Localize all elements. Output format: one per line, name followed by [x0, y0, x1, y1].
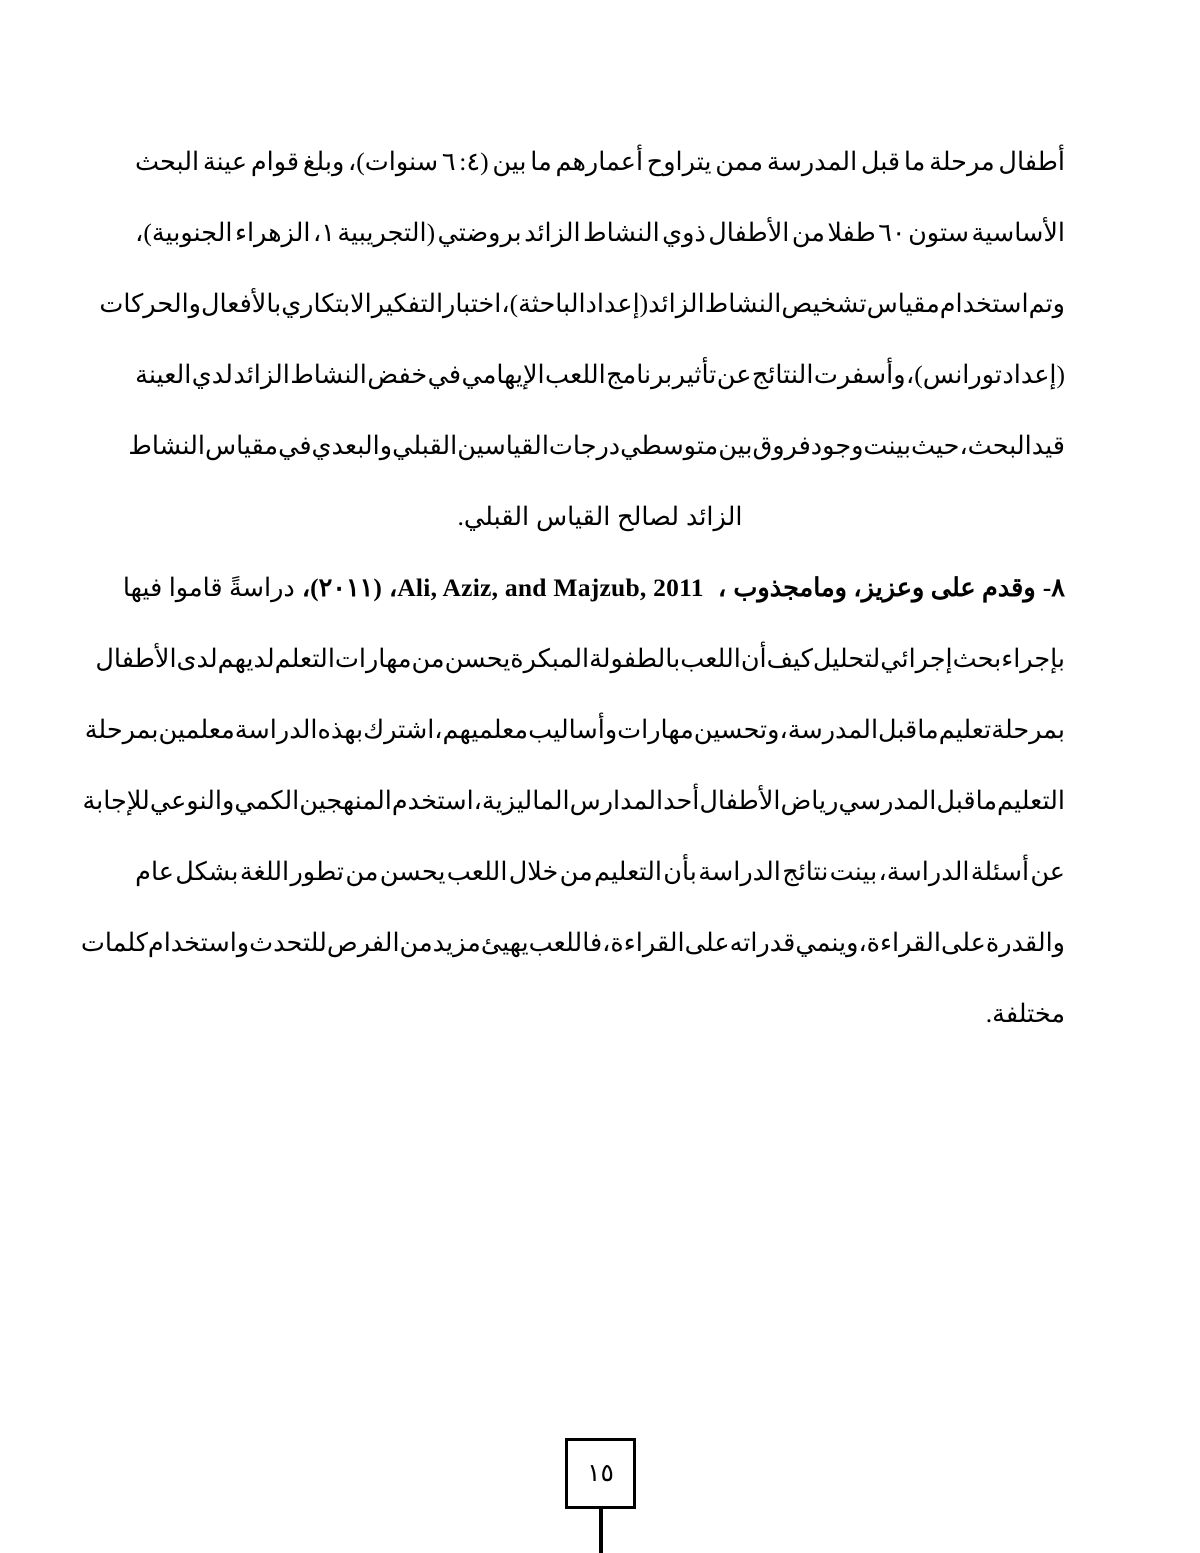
word: الزائد	[648, 289, 705, 318]
paragraph-study-seven	[99, 126, 1065, 552]
word: ستون	[908, 218, 970, 247]
word: على	[940, 928, 986, 957]
word: وتم	[1028, 289, 1065, 318]
text-line	[80, 907, 1065, 978]
word: النتائج	[751, 360, 814, 389]
word: الزائد	[524, 218, 581, 247]
word: حيث	[910, 431, 960, 460]
word: التفكير	[371, 289, 444, 318]
word: اللغة	[239, 857, 290, 886]
word: البحث،	[959, 431, 1032, 460]
word: تشخيص	[781, 289, 867, 318]
word: في	[278, 431, 312, 460]
word: أن	[740, 644, 767, 673]
word: المدارس	[569, 786, 664, 815]
word: الإيهامي	[461, 360, 545, 389]
word: قيد	[1031, 431, 1065, 460]
word: القياسين	[457, 431, 549, 460]
word: ما	[903, 147, 926, 176]
word: قبل	[860, 147, 901, 176]
word: لدي	[191, 360, 233, 389]
word: وبلغ	[302, 147, 345, 176]
word: الماليزية،	[473, 786, 570, 815]
word: متوسطي	[620, 431, 719, 460]
page-content	[80, 126, 1065, 1049]
word: مهارات	[617, 715, 694, 744]
text-line	[135, 126, 1065, 197]
word: وتحسين	[693, 715, 780, 744]
word: درجات	[548, 431, 621, 460]
word: النشاط	[583, 218, 660, 247]
text-line	[99, 268, 1065, 339]
word: (٤:	[459, 147, 489, 176]
word: ممن	[715, 147, 764, 176]
latin-citation: Ali, Aziz, and Majzub, 2011	[397, 573, 704, 602]
text-line-final	[135, 978, 1065, 1049]
word: بينت	[863, 431, 911, 460]
page-number: ١٥	[587, 1460, 614, 1487]
word: التعلم	[274, 644, 335, 673]
word: قوام	[250, 147, 300, 176]
word: المدرسة،	[779, 715, 879, 744]
word: بشكل	[175, 857, 239, 886]
word: العينة	[135, 360, 192, 389]
word: تورانس)،	[905, 360, 1002, 389]
word: استخدام	[939, 289, 1029, 318]
word: الجنوبية)،	[135, 218, 233, 247]
word: سنوات)،	[348, 147, 439, 176]
word: أطفال	[998, 147, 1065, 176]
word: للتحدث	[249, 928, 327, 957]
word: فاللعب	[528, 928, 603, 957]
word: الدراسة	[698, 857, 781, 886]
word: ما	[975, 786, 998, 815]
word: إجرائي	[880, 644, 953, 673]
word: أحد	[663, 786, 700, 815]
word: معلميهم،	[434, 715, 529, 744]
word: لديهم	[217, 644, 275, 673]
word: بحث	[952, 644, 1002, 673]
word: التعليم	[593, 857, 662, 886]
word: فروق	[752, 431, 811, 460]
word: المنهجين	[299, 786, 392, 815]
word: عام	[135, 857, 174, 886]
word: (إعداد	[1002, 360, 1065, 389]
heading-year: (٢٠١١)،	[301, 573, 382, 602]
heading-separator: ،	[718, 573, 727, 602]
word: الزهراء	[234, 218, 311, 247]
text-line-content: مختلفة.	[985, 999, 1065, 1028]
word: النشاط	[128, 431, 205, 460]
word: القراءة،	[858, 928, 941, 957]
word: اشترك	[363, 715, 435, 744]
word: ذوي	[662, 218, 706, 247]
text-line	[82, 765, 1065, 836]
word: عن	[716, 360, 752, 389]
page-number-box	[565, 1438, 636, 1509]
word: من	[345, 857, 379, 886]
word: كيف	[766, 644, 813, 673]
word: خفض	[367, 360, 428, 389]
heading-arabic-authors: وقدم على وعزيز، ومامجذوب	[733, 573, 1036, 602]
word: قبل	[878, 715, 918, 744]
word: الباحثة)،	[501, 289, 586, 318]
paragraph-study-eight	[80, 623, 1065, 1049]
page-number-stem	[599, 1509, 603, 1553]
text-line-final	[135, 481, 1065, 552]
word: بالأفعال	[201, 289, 282, 318]
text-line	[128, 410, 1065, 481]
text-line	[135, 836, 1065, 907]
word: وجود	[810, 431, 864, 460]
word: مهارات	[334, 644, 412, 673]
word: استخدم	[391, 786, 474, 815]
word: الأطفال	[699, 786, 781, 815]
word: والحركات	[99, 289, 201, 318]
word: أسئلة	[970, 857, 1030, 886]
word: أعمارهم	[555, 147, 644, 176]
word: بروضتي	[437, 218, 522, 247]
word: الأطفال	[708, 218, 790, 247]
word: في	[427, 360, 462, 389]
word: بهذه	[317, 715, 364, 744]
text-line-content: الزائد لصالح القياس القبلي.	[457, 502, 743, 531]
word: (التجريبية	[337, 218, 436, 247]
word: اللعب	[446, 857, 508, 886]
word: لتحليل	[812, 644, 881, 673]
word: النشاط	[290, 360, 367, 389]
word: برنامج	[606, 360, 673, 389]
word: الزائد	[233, 360, 290, 389]
word: يتراوح	[646, 147, 712, 176]
word: على	[684, 928, 730, 957]
text-line	[95, 623, 1065, 694]
word: مزيد	[432, 928, 481, 957]
word: الدراسة	[234, 715, 318, 744]
word: الدراسة،	[878, 857, 970, 886]
word: المدرسة	[766, 147, 858, 176]
word: القبلي	[392, 431, 458, 460]
word: من	[559, 857, 593, 886]
word: ١،	[312, 218, 335, 247]
word: بأن	[663, 857, 697, 886]
word: بين	[718, 431, 753, 460]
word: بمرحلة	[991, 715, 1065, 744]
word: الكمي	[234, 786, 300, 815]
numbered-study-heading	[122, 552, 1065, 623]
word: ٦	[441, 147, 456, 176]
word: التعليم	[997, 786, 1065, 815]
word: تطور	[290, 857, 344, 886]
word: عن	[1030, 857, 1065, 886]
word: بينت	[829, 857, 878, 886]
word: لدى	[176, 644, 218, 673]
item-number: ٨-	[1042, 573, 1065, 602]
word: والقدرة	[985, 928, 1065, 957]
word: اختبار	[443, 289, 502, 318]
word: من	[399, 928, 433, 957]
word: بمرحلة	[84, 715, 159, 744]
word: يهيئ	[480, 928, 529, 957]
word: خلال	[508, 857, 559, 886]
word: المدرسي	[838, 786, 937, 815]
text-line	[135, 197, 1065, 268]
word: من	[411, 644, 445, 673]
word: معلمين	[158, 715, 235, 744]
word: من	[791, 218, 825, 247]
word: اللعب	[545, 360, 606, 389]
word: اللعب	[680, 644, 741, 673]
word: والبعدي	[311, 431, 393, 460]
word: الأساسية	[971, 218, 1065, 247]
word: قدراته	[729, 928, 796, 957]
page-number-marker	[565, 1438, 636, 1509]
word: عينة	[202, 147, 248, 176]
word: (إعداد	[585, 289, 649, 318]
word: البحث	[135, 147, 200, 176]
text-line	[84, 694, 1065, 765]
word: نتائج	[782, 857, 829, 886]
word: النشاط	[704, 289, 782, 318]
word: للإجابة	[82, 786, 150, 815]
word: قبل	[936, 786, 976, 815]
word: كلمات	[80, 928, 148, 957]
word: رياض	[780, 786, 839, 815]
heading-arabic-tail: دراسةً قاموا فيها	[122, 573, 295, 602]
word: تأثير	[672, 360, 717, 389]
word: الابتكاري	[281, 289, 372, 318]
word: مقياس	[866, 289, 940, 318]
word: طفلا	[827, 218, 876, 247]
word: القراءة،	[602, 928, 685, 957]
word: الأطفال	[95, 644, 177, 673]
word: بين	[492, 147, 527, 176]
text-line	[135, 339, 1065, 410]
word: بإجراء	[1001, 644, 1065, 673]
word: الفرص	[326, 928, 400, 957]
heading-separator-2: ،	[389, 573, 398, 602]
word: مرحلة	[929, 147, 995, 176]
word: يحسن	[379, 857, 446, 886]
word: ما	[917, 715, 939, 744]
word: المبكرة	[510, 644, 590, 673]
word: بالطفولة	[589, 644, 681, 673]
word: تعليم	[938, 715, 992, 744]
word: وأسفرت	[813, 360, 906, 389]
word: واستخدام	[147, 928, 250, 957]
word: يحسن	[444, 644, 511, 673]
word: ما	[530, 147, 552, 176]
word: مقياس	[204, 431, 279, 460]
word: وأساليب	[528, 715, 618, 744]
word: وينمي	[795, 928, 859, 957]
word: ٦٠	[878, 218, 906, 247]
word: والنوعي	[149, 786, 235, 815]
